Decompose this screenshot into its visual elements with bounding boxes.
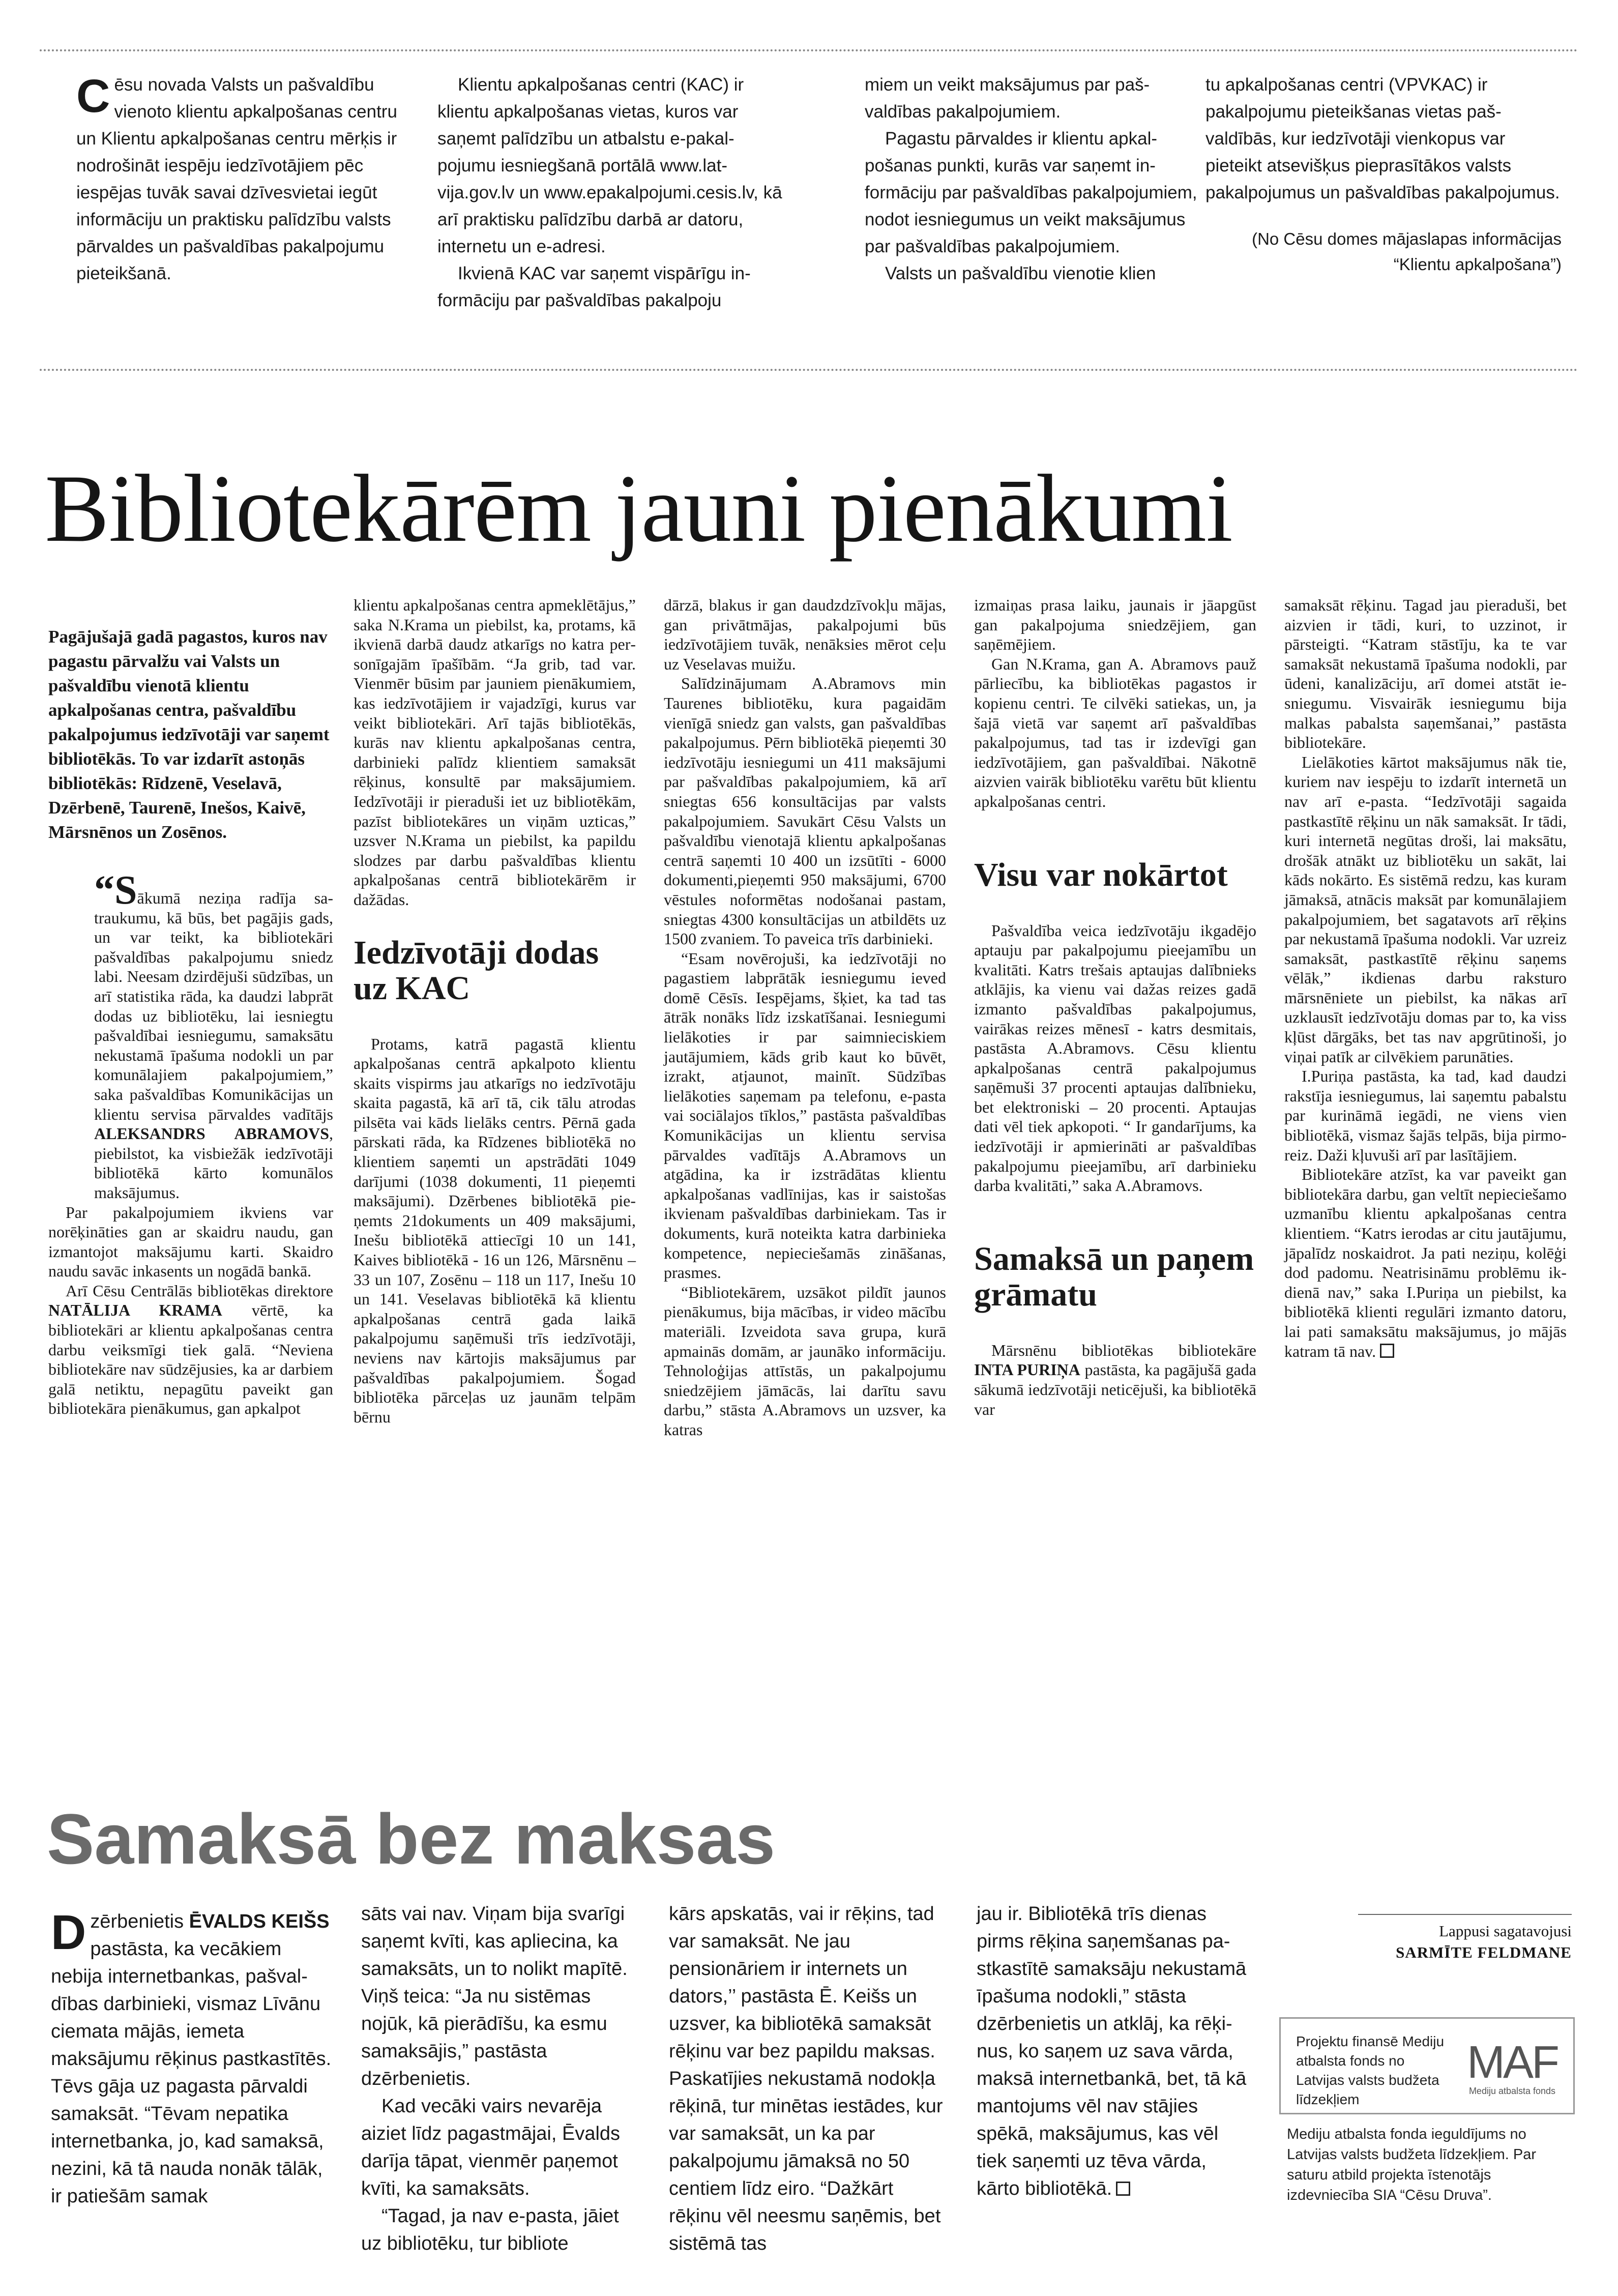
person-name: ĒVALDS KEIŠS (189, 1911, 330, 1932)
end-mark-icon (1380, 1344, 1394, 1358)
article-paragraph: samaksāt rēķinu. Tagad jau pieraduši, bet aizvien ir tādi, kuri, to uzzinot, ir pārsteigti. “Katram stāstīju, ka te var samaksāt nekustamā īpašuma nodokli, par ūdeni, kanalizāciju, arī domei atstāt iesniegumu. Visvairāk iesniegumu bija malkas pabalsta saņemšanai,” pastāsta bibliotekāre. (1284, 596, 1567, 752)
article2-column-2 (361, 1900, 636, 2257)
quote-drop-cap: “S (94, 868, 137, 913)
subheading: Samaksā un paņem grāmatu (974, 1240, 1254, 1313)
subheading: Visu var nokārtot (974, 856, 1228, 893)
article-paragraph: Salīdzinājumam A.Abramovs min Taurenes bibliotēku, kura pagaidām vienīgā sniedz gan valsts, gan pašvaldības pakalpojumus. Pērn bibliotēkā pieņemti 30 iedzīvotāju iesniegumi un 411 maksājumi par pašvaldības pakalpojumiem, kā arī sniegtas 656 konsultācijas par valsts pakalpojumiem. Savukārt Cēsu Valsts un pašvaldību vienotajā klientu apkalpošanas centrā saņemti 10 400 un izsūtīti - 6000 dokumenti,pieņemti 950 maksājumi, 6700 vēstules noformētas nodošanai pastam, sniegtas 4300 konsultācijas un atbildēts uz 1500 zvaniem. To paveica trīs darbinieki. (664, 674, 946, 948)
intro-paragraph: Klientu apkalpošanas centri (KAC) ir klientu apkalpošanas vietas, kuros var saņemt palīdzību un atbalstu e-pakalpojumu iesniegšanā portālā www.latvija.gov.lv un www.epakalpojumi.cesis.lv, kā arī praktisku palīdzību darbā ar datoru, internetu un e-adresi. (437, 75, 782, 256)
article-column-3 (664, 595, 946, 1440)
article-paragraph: klientu apkalpošanas centra apmeklētājus,” saka N.Krama un piebilst, ka, protams, kā ikvienā darbā daudz atkarīgs no katra personīgajām īpašībām. “Ja grib, tad var. Vienmēr būsim par jauniem pienākumiem, kas iedzīvotājiem ir vajadzīgi, kurus var veikt bibliotekāri. Arī tajās bibliotēkās, kurās nav klientu apkalpošanas centra, darbinieki palīdz klientiem samaksāt rēķinus, konsultē par maksājumiem. Iedzīvotāji ir pieraduši iet uz bibliotēkām, pazīst bibliotekāres un viņām uzticas,” uzsver N.Krama un piebilst, ka papildu slodzes par darbu pašvaldības klientu apkalpošanas centrā bibliotekārēm ir dažādas. (354, 596, 636, 909)
intro-column-4 (1205, 71, 1562, 277)
article-paragraph: “Esam novērojuši, ka iedzīvotāji no pagastiem labprātāk iesniegumu ieved domē Cēsīs. Iespējams, šķiet, ka tad tas ātrāk nonāks līdz izskatīšanai. Iesniegumi lielākoties ir par saimnieciskiem jautājumiem, kāds grib kaut ko būvēt, izrakt, atjaunot, mainīt. Sūdzības lielākoties saņemam pa telefonu, e-pasta vai sociālajos tīklos,” pastāsta pašvaldības Komunikācijas un klientu servisa pārvaldes vadītājs A.Abramovs un atgādina, ka ir izstrādātas klientu apkalpošanas vadlīnijas, kas ir saistošas ikvienam pašvaldības darbiniekam. Tas ir dokuments, kurā noteikta katra darbinieka kompetence, nepieciešamās zināšanas, prasmes. (664, 949, 946, 1282)
intro-paragraph: tu apkalpošanas centri (VPVKAC) ir pakalpojumu pieteikšanas vietas pašvaldībās, kur iedzīvotāji vienkopus var pieteikt atsevišķus pieprasītākos valsts pakalpojumus un pašvaldības pakalpojumus. (1205, 75, 1560, 202)
article2-column-4 (977, 1900, 1251, 2202)
article-paragraph: “Tagad, ja nav e-pasta, jāiet uz bibliotēku, tur bibliote (361, 2205, 619, 2254)
person-name: NATĀLIJA KRAMA (48, 1301, 222, 1320)
article-column-4 (974, 595, 1256, 1419)
intro-paragraph: Ikvienā KAC var saņemt vispārīgu informāciju par pašvaldības pakalpoju (437, 264, 751, 310)
maf-logo-subtitle: Mediju atbalsta fonds (1468, 2086, 1556, 2096)
funding-box (1279, 2017, 1575, 2114)
article2-column-3 (669, 1900, 944, 2257)
article-paragraph: Lielākoties kārtot maksājumus nāk tie, kuriem nav iespēju to izdarīt internetā un nav arī e-pasta. “Iedzīvotāji sagaida pastkastītē rēķinu un nāk samaksāt. Ir tādi, kuri internetā negūtas droši, lai maksātu, drošāk atnākt uz bibliotēku un sakāt, lai kāds nokārto. Es sistēmā redzu, kas kuram jāmaksā, atnācis maksāt par komunālajiem pakalpojumiem, bet sagatavots arī rēķins par nekustamā īpašuma nodokli. Var uzreiz samaksāt, pastkastītē rēķinu saņems vēlāk,” ikdienas darbu raksturo mārsnēniete un piebilst, ka nākas arī uzklausīt iedzīvotāju domas par to, ka viss kļūst dārgāks, bet tas nav apgrūtinoši, jo viņai patīk ar cilvēkiem parunāties. (1284, 752, 1567, 1066)
article-paragraph: I.Puriņa pastāsta, ka tad, kad daudzi rakstīja iesniegumus, lai saņemtu pabalstu par kurināmā iegādi, ne viens vien bibliotēkā, vismaz šajās telpās, bija pirmoreiz. Daži kļuvuši arī par lasītājiem. (1284, 1067, 1567, 1164)
article-paragraph: Bibliotekāre atzīst, ka var paveikt gan bibliotekāra darbu, gan veltīt nepieciešamo uzmanību klientu apkalpošanas centra klientiem. “Katrs ierodas ar citu jautājumu, jāpalīdz noskaidrot. Ja pati neziņu, kolēģi dod padomu. Neatrisināmu problēmu ikdienā nav,” saka I.Puriņa un piebilst, ka bibliotēkā klienti regulāri izmanto datoru, lai pati samaksātu maksājumus, jo mājās katram tā nav. (1284, 1165, 1567, 1360)
drop-cap: C (76, 70, 110, 122)
page-credit (1358, 1921, 1572, 1963)
article-paragraph: Kad vecāki vairs nevarēja aiziet līdz pagastmājai, Ēvalds darīja tāpat, vienmēr paņemot kvīti, ka samaksāts. (361, 2096, 621, 2199)
credit-rule (1358, 1914, 1572, 1915)
article-column-2 (354, 595, 636, 1427)
credit-name: SARMĪTE FELDMANE (1396, 1943, 1572, 1961)
article-paragraph: Gan N.Krama, gan A. Abramovs pauž pārliecību, ka bibliotēkas pagastos ir kopienu centri. Te cilvēki satiekas, un, ja šajā vietā var saņemt arī pašvaldības pakalpojumus, tad tas ir izdevīgi gan iedzīvotājiem, gan pašvaldībai. Nākotnē aizvien vairāk bibliotēku varētu būt klientu apkalpošanas centri. (974, 654, 1256, 810)
article-lead (48, 625, 333, 845)
intro-paragraph: miem un veikt maksājumus par pašvaldības pakalpojumiem. (865, 75, 1150, 122)
article-paragraph: “Sākumā neziņa radīja satraukumu, kā būs, bet pagājis gads, un var teikt, ka bibliotekāri pašvaldības pakalpojumu sniedz labi. Neesam dzirdējuši sūdzības, un arī statistika rāda, ka daudzi labprāt dodas uz bibliotēku, lai iesniegtu pašvaldībai iesniegumu, samaksātu nekustamā īpašuma nodokli un par komunālajiem pakalpojumiem,” saka pašvaldības Komunikācijas un klientu servisa pārvaldes vadītājs ALEKSANDRS ABRAMOVS, piebilstot, ka visbiežāk iedzīvotāji bibliotēkā kārto komunālos maksājumus. (94, 868, 333, 1202)
intro-column-2 (437, 71, 783, 314)
maf-logo (1461, 2032, 1563, 2098)
article-paragraph: Mārsnēnu bibliotēkas bibliotekāre INTA PURIŅA pastāsta, ka pagājušā gada sākumā iedzīvotāji neticējuši, ka bibliotēkā var (974, 1341, 1257, 1418)
end-mark-icon (1116, 2182, 1130, 2196)
article-column-5 (1284, 595, 1567, 1361)
lead-text: Pagājušajā gadā pagastos, kuros nav pagastu pārvalžu vai Valsts un pašvaldību vienotā klientu apkalpošanas centra, pašvaldību pakalpojumus iedzīvotāji var saņemt bibliotēkās. To var izdarīt astoņās bibliotēkās: Rīdzenē, Veselavā, Dzērbenē, Taurenē, Inešos, Kaivē, Mārsnēnos un Zosēnos. (48, 627, 330, 842)
maf-logo-icon (1461, 2032, 1563, 2098)
article-headline: Bibliotekārēm jauni pienākumi (45, 455, 1232, 562)
maf-logo-text: MAF (1467, 2037, 1557, 2088)
intro-column-1 (76, 71, 407, 287)
article-paragraph: Protams, katrā pagastā klientu apkalpošanas centrā apkalpoto klientu skaits vispirms jau atkarīgs no iedzīvotāju skaita pagastā, kā arī tā, cik tālu atrodas pilsēta vai kāds lielāks centrs. Pērnā gada pārskati rāda, ka Rīdzenes bibliotēkā no klientiem saņemti un apstrādāti 1049 darījumi (1038 dokumenti, 11 pieņemti maksājumi). Dzērbenes bibliotēkā pieņemts 21dokuments un 409 maksājumi, Inešu bibliotēkā attiecīgi 10 un 141, Kaives bibliotēkā - 16 un 126, Mārsnēnu – 33 un 107, Zosēnu – 118 un 117, Inešu 10 un 141. Veselavas bibliotēkā kā klientu apkalpošanas centrā gada laikā pakalpojumu saņēmuši trīs iedzīvotāji, neviens nav kārtojis maksājumus par pašvaldības pakalpojumiem. Šogad bibliotēka pārceļas uz jaunām telpām bērnu (354, 1034, 636, 1426)
funding-text: Projektu finansē Mediju atbalsta fonds no Latvijas valsts budžeta līdzekļiem (1296, 2033, 1445, 2107)
intro-column-3 (865, 71, 1203, 287)
top-dotted-rule (40, 49, 1578, 51)
credit-label: Lappusi sagatavojusi (1439, 1922, 1572, 1940)
article-paragraph: dārzā, blakus ir gan daudzdzīvokļu mājas, gan privātmājas, pakalpojumi būs iedzīvotājiem tuvāk, nenāksies mērot ceļu uz Veselavas muižu. (664, 596, 946, 673)
article-paragraph: sāts vai nav. Viņam bija svarīgi saņemt kvīti, kas apliecina, ka samaksāts, un to nolikt mapītē. Viņš teica: “Ja nu sistēmas nojūk, kā pierādīšu, ka esmu samaksājis,” pastāsta dzērbenietis. (361, 1903, 628, 2089)
article2-column-1: Dzērbenietis ĒVALDS KEIŠS pastāsta, ka vecākiem nebija internetbankas, pašvaldības darbinieki, vismaz Līvānu ciemata mājās, iemeta maksājumu rēķinus pastkastītēs. Tēvs gāja uz pagasta pārvaldi samaksāt. “Tēvam nepatika internetbanka, jo, kad samaksā, nezini, kā tā nauda nonāk tālāk, ir patiešām samak (51, 1905, 332, 2207)
article2-headline: Samaksā bez maksas (47, 1799, 776, 1879)
article-paragraph: Arī Cēsu Centrālās bibliotēkas direktore NATĀLIJA KRAMA vērtē, ka bibliotekāri ar klientu apkalpošanas centra darbu veiksmīgi tiek galā. “Neviena bibliotekāre nav sūdzējusies, ka ar darbiem galā netiktu, nepagūtu paveikt gan bibliotekāra pienākumus, gan apkalpot (48, 1281, 334, 1418)
person-name: INTA PURIŅA (974, 1360, 1080, 1379)
funding-footnote: Mediju atbalsta fonda ieguldījums no Latvijas valsts budžeta līdzekļiem. Par saturu atbild projekta īstenotājs izdevniecība SIA “Cēsu Druva”. (1287, 2126, 1536, 2203)
article-paragraph: kārs apskatās, vai ir rēķins, tad var samaksāt. Ne jau pensionāriem ir internets un dators,’’ pastāsta Ē. Keišs un uzsver, ka bibliotēkā samaksāt rēķinu var bez papildu maksas. Paskatījies nekustamā nodokļa rēķinā, tur minētas iestādes, kur var samaksāt, un ka par pakalpojumu jāmaksā no 50 centiem līdz eiro. “Dažkārt rēķinu vēl neesmu saņēmis, bet sistēmā tas (669, 1903, 943, 2254)
person-name: ALEKSANDRS ABRAMOVS (94, 1124, 329, 1143)
intro-paragraph: Valsts un pašvaldību vienotie klien (885, 264, 1156, 283)
drop-cap: D (51, 1905, 86, 1960)
article-paragraph: Pašvaldība veica iedzīvotāju ikgadējo aptauju par pakalpojumu pieejamību un kvalitāti. Katrs trešais aptaujas dalībnieks atklājis, ka vienu vai dažas reizes gadā izmanto pašvaldības pakalpojumus, vairākas reizes mēnesī - katrs desmitais, pastāsta A.Abramovs. Cēsu klientu apkalpošanas centrā pakalpojumus saņēmuši 37 procenti aptaujas dalībnieku, bet elektroniski – 20 procenti. Aptaujas dati vēl tiek apkopoti. “ Ir gandarījums, ka iedzīvotāji ir apmierināti ar pašvaldības pakalpojumu pieejamību, arī darbinieku darba kvalitāti,” saka A.Abramovs. (974, 921, 1256, 1195)
middle-dotted-rule (40, 369, 1578, 371)
intro-text: ēsu novada Valsts un pašvaldību vienoto klientu apkalpošanas centru un Klientu apkalpošanas centru mērķis ir nodrošināt iespēju iedzīvotājiem pēc iespējas tuvāk savai dzīvesvietai iegūt informāciju un praktisku palīdzību valsts pārvaldes un pašvaldības pakalpojumu pieteikšanā. (76, 75, 397, 283)
article-paragraph: jau ir. Bibliotēkā trīs dienas pirms rēķina saņemšanas pastkastītē samaksāju nekustamā īpašuma nodokli,” stāsta dzērbenietis un atklāj, ka rēķinus, ko saņem uz sava vārda, maksā internetbankā, bet, tā kā mantojums vēl nav stājies spēkā, maksājumus, kas vēl tiek saņemti uz tēva vārda, kārto bibliotēkā. (977, 1903, 1247, 2199)
article-paragraph: “Bibliotekārem, uzsākot pildīt jaunos pienākumus, bija mācības, ir video mācību materiāli. Izveidota sava grupa, kurā apmainās domām, ar jaunāko informāciju. Tehnoloģijas attīstās, un pakalpojumu sniedzējiem jāmācās, lai darītu savu darbu,” stāsta A.Abramovs un uzsver, ka katras (664, 1283, 946, 1439)
intro-paragraph: Pagastu pārvaldes ir klientu apkalpošanas punkti, kurās var saņemt informāciju par pašvaldības pakalpojumiem, nodot iesniegumus un veikt maksājumus par pašvaldības pakalpojumiem. (865, 129, 1197, 256)
intro-source: (No Cēsu domes mājaslapas informācijas “Klientu apkalpošana”) (1252, 229, 1562, 274)
subheading: Iedzīvotāji dodas uz KAC (354, 934, 599, 1007)
article-column-1 (48, 625, 333, 1418)
article-paragraph: Par pakalpojumiem ikviens var norēķināties gan ar skaidru naudu, gan izmantojot maksājumu karti. Skaidro naudu savāc inkasents un nogādā bankā. (48, 1203, 333, 1281)
article-paragraph: izmaiņas prasa laiku, jaunais ir jāapgūst gan pakalpojuma sniedzējiem, gan saņēmējiem. (974, 596, 1256, 654)
